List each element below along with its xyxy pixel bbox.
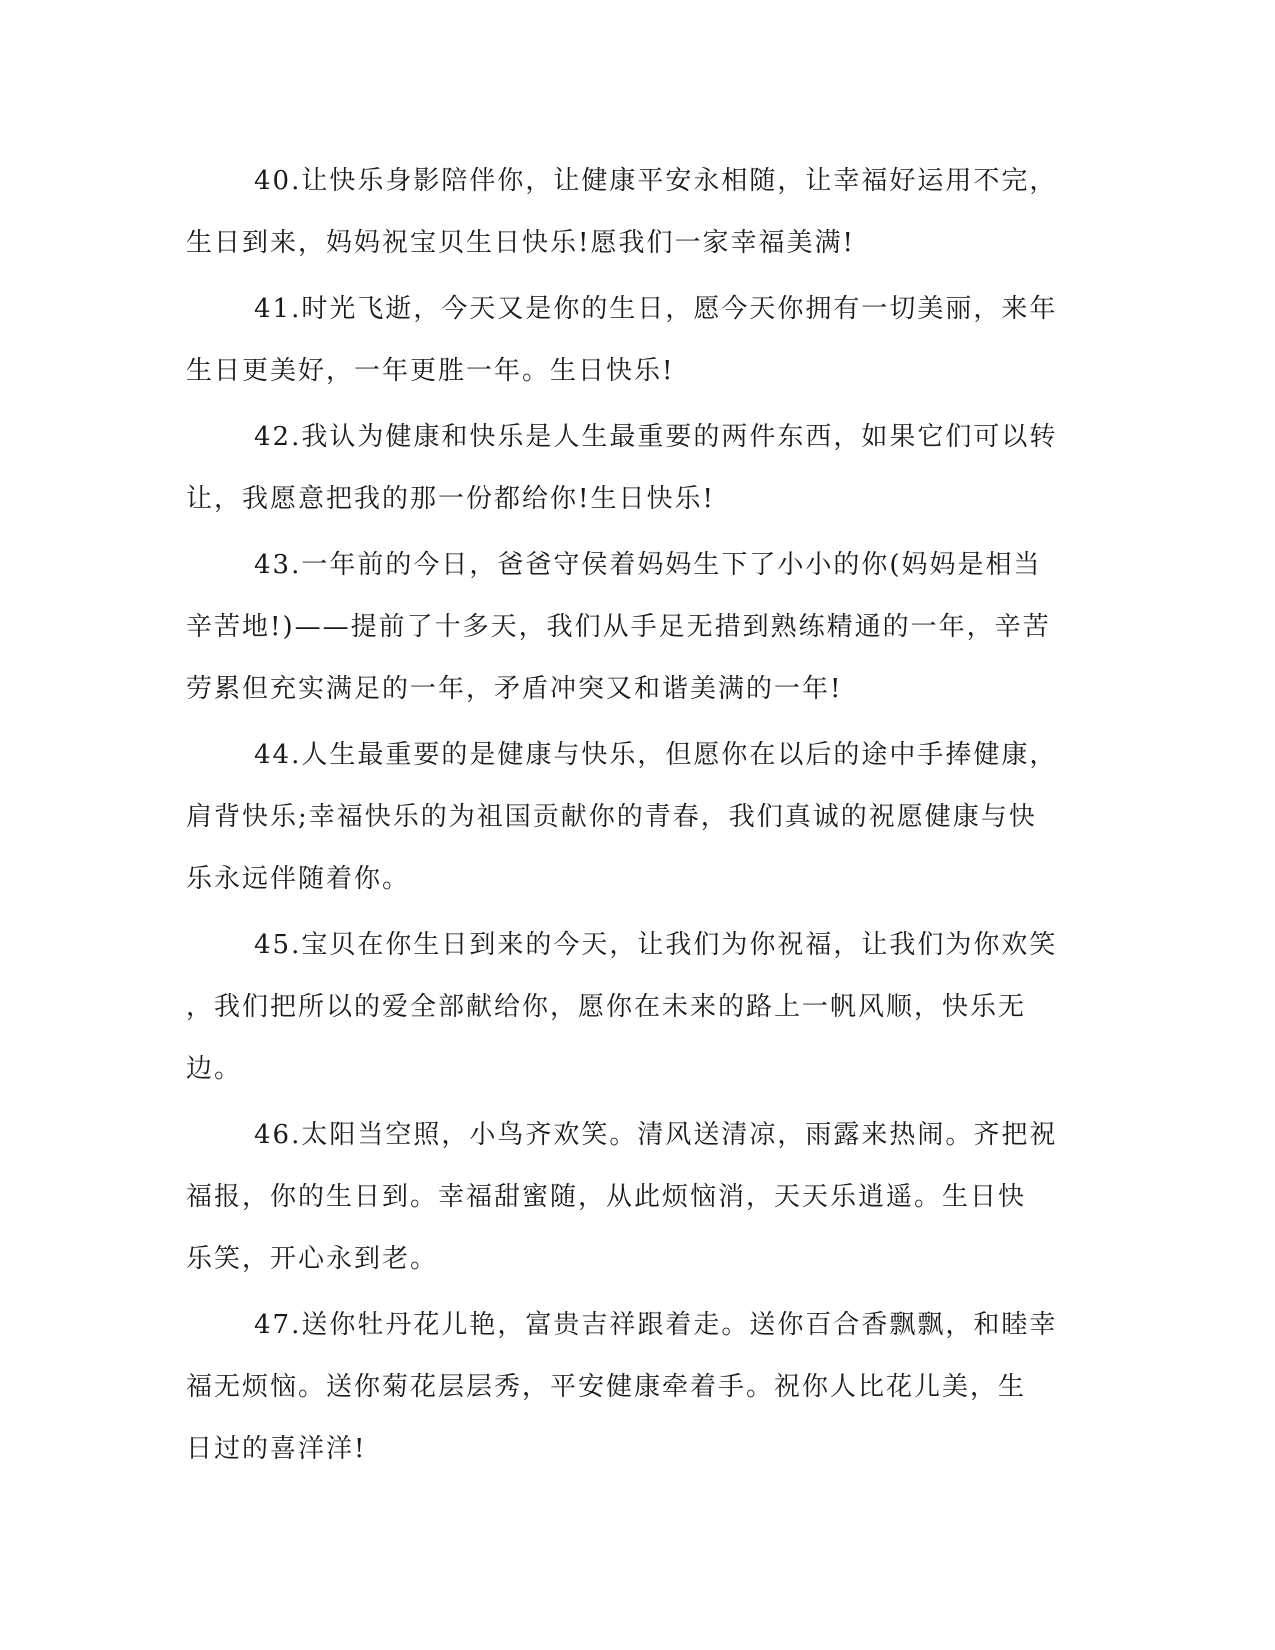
document-body — [186, 150, 1066, 1484]
paragraph-line: 福报，你的生日到。幸福甜蜜随，从此烦恼消，天天乐逍遥。生日快 — [186, 1182, 1027, 1212]
paragraph-line: 乐笑，开心永到老。 — [186, 1244, 439, 1274]
paragraph-43 — [186, 534, 1066, 720]
paragraph-line: 40.让快乐身影陪伴你，让健康平安永相随，让幸福好运用不完， — [254, 166, 1058, 196]
paragraph-line: 让，我愿意把我的那一份都给你!生日快乐! — [186, 484, 715, 514]
paragraph-line: 43.一年前的今日，爸爸守侯着妈妈生下了小小的你(妈妈是相当 — [254, 550, 1042, 580]
paragraph-line: 42.我认为健康和快乐是人生最重要的两件东西，如果它们可以转 — [254, 422, 1058, 452]
paragraph-line: 乐永远伴随着你。 — [186, 864, 411, 894]
paragraph-line: 辛苦地!)——提前了十多天，我们从手足无措到熟练精通的一年，辛苦 — [186, 612, 1051, 642]
paragraph-line: 生日到来，妈妈祝宝贝生日快乐!愿我们一家幸福美满! — [186, 228, 855, 258]
paragraph-42 — [186, 406, 1066, 530]
paragraph-line: 47.送你牡丹花儿艳，富贵吉祥跟着走。送你百合香飘飘，和睦幸 — [254, 1310, 1058, 1340]
paragraph-41 — [186, 278, 1066, 402]
paragraph-45 — [186, 914, 1066, 1100]
paragraph-44 — [186, 724, 1066, 910]
paragraph-line: 劳累但充实满足的一年，矛盾冲突又和谐美满的一年! — [186, 674, 843, 704]
paragraph-line: 45.宝贝在你生日到来的今天，让我们为你祝福，让我们为你欢笑 — [254, 930, 1058, 960]
paragraph-46 — [186, 1104, 1066, 1290]
paragraph-line: 日过的喜洋洋! — [186, 1434, 367, 1464]
paragraph-line: 边。 — [186, 1054, 243, 1084]
paragraph-line: 生日更美好，一年更胜一年。生日快乐! — [186, 356, 675, 386]
paragraph-40 — [186, 150, 1066, 274]
paragraph-line: 44.人生最重要的是健康与快乐，但愿你在以后的途中手捧健康， — [254, 740, 1058, 770]
paragraph-47 — [186, 1294, 1066, 1480]
paragraph-line: ，我们把所以的爱全部献给你，愿你在未来的路上一帆风顺，快乐无 — [186, 992, 1027, 1022]
paragraph-line: 46.太阳当空照，小鸟齐欢笑。清风送清凉，雨露来热闹。齐把祝 — [254, 1120, 1058, 1150]
paragraph-line: 肩背快乐;幸福快乐的为祖国贡献你的青春，我们真诚的祝愿健康与快 — [186, 802, 1037, 832]
paragraph-line: 福无烦恼。送你菊花层层秀，平安健康牵着手。祝你人比花儿美，生 — [186, 1372, 1027, 1402]
paragraph-line: 41.时光飞逝，今天又是你的生日，愿今天你拥有一切美丽，来年 — [254, 294, 1058, 324]
